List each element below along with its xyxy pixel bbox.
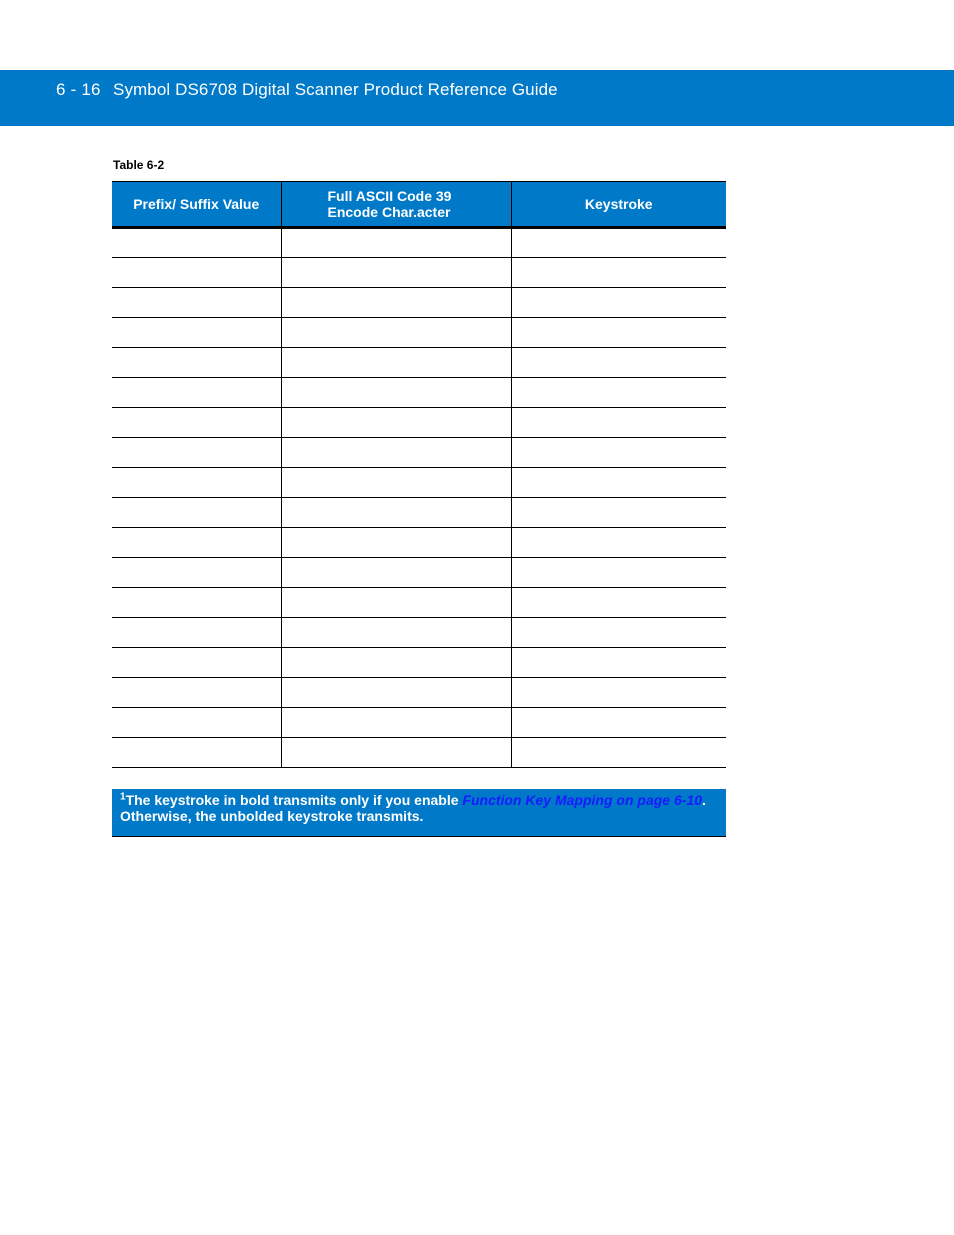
table-cell (511, 378, 726, 408)
table-cell (112, 408, 281, 438)
table-row (112, 378, 726, 408)
table-cell (281, 558, 511, 588)
table-cell (281, 528, 511, 558)
table-cell (281, 678, 511, 708)
table-cell (112, 438, 281, 468)
table-cell (281, 738, 511, 768)
table-cell (112, 498, 281, 528)
table-cell (511, 528, 726, 558)
table-cell (281, 288, 511, 318)
table-cell (281, 498, 511, 528)
table-caption: Table 6-2 (113, 158, 165, 172)
table-cell (281, 708, 511, 738)
table-row (112, 618, 726, 648)
table-cell (112, 618, 281, 648)
table-row (112, 318, 726, 348)
table-header-row (112, 182, 726, 228)
table-row (112, 408, 726, 438)
table-row (112, 228, 726, 258)
table-cell (511, 348, 726, 378)
table-cell (281, 588, 511, 618)
table-cell (511, 558, 726, 588)
table-cell (511, 318, 726, 348)
table-row (112, 588, 726, 618)
table-cell (281, 438, 511, 468)
column-header-code39-line1: Full ASCII Code 39 (327, 188, 452, 204)
footnote-marker: 1 (120, 791, 126, 803)
table-cell (511, 468, 726, 498)
table-cell (511, 588, 726, 618)
table-cell (112, 228, 281, 258)
table-cell (281, 378, 511, 408)
table-cell (112, 468, 281, 498)
table-cell (281, 468, 511, 498)
table-row (112, 648, 726, 678)
table-row (112, 558, 726, 588)
table-footnote (112, 789, 726, 837)
table-cell (112, 258, 281, 288)
table-row (112, 678, 726, 708)
document-title: Symbol DS6708 Digital Scanner Product Reference Guide (113, 80, 558, 99)
table-row (112, 438, 726, 468)
table-cell (511, 288, 726, 318)
table-cell (281, 228, 511, 258)
table-cell (112, 348, 281, 378)
table-cell (511, 498, 726, 528)
table-cell (112, 528, 281, 558)
table-cell (112, 648, 281, 678)
table-cell (112, 558, 281, 588)
footnote-text-after: . Otherwise, the unbolded keystroke transmits. (120, 792, 706, 824)
table-cell (281, 348, 511, 378)
table-cell (511, 648, 726, 678)
page-header-band (0, 70, 954, 126)
table-row (112, 708, 726, 738)
table-cell (511, 258, 726, 288)
table-cell (112, 738, 281, 768)
table-row (112, 528, 726, 558)
page-number: 6 - 16 (56, 80, 101, 99)
table-cell (112, 318, 281, 348)
footnote-text-before: The keystroke in bold transmits only if you enable (125, 792, 463, 808)
table-cell (281, 408, 511, 438)
table-row (112, 348, 726, 378)
function-key-mapping-link[interactable]: Function Key Mapping on page 6-10 (462, 792, 702, 808)
table-cell (112, 678, 281, 708)
column-header-code39-character (281, 182, 511, 228)
column-header-keystroke: Keystroke (511, 182, 726, 228)
table-cell (281, 648, 511, 678)
table-row (112, 498, 726, 528)
table-cell (511, 408, 726, 438)
table-cell (511, 228, 726, 258)
prefix-suffix-table (112, 181, 726, 768)
table-row (112, 258, 726, 288)
table-cell (511, 678, 726, 708)
table-cell (112, 288, 281, 318)
table-cell (511, 618, 726, 648)
table-cell (112, 708, 281, 738)
table-cell (511, 738, 726, 768)
column-header-code39-line2: Encode Char.acter (327, 204, 451, 220)
table-row (112, 288, 726, 318)
table-row (112, 738, 726, 768)
table-cell (112, 378, 281, 408)
table-cell (281, 258, 511, 288)
table-cell (281, 318, 511, 348)
table-cell (112, 588, 281, 618)
table-row (112, 468, 726, 498)
table-cell (511, 438, 726, 468)
table-cell (511, 708, 726, 738)
table-cell (281, 618, 511, 648)
column-header-prefix-suffix-value: Prefix/ Suffix Value (112, 182, 281, 228)
table-body (112, 228, 726, 768)
